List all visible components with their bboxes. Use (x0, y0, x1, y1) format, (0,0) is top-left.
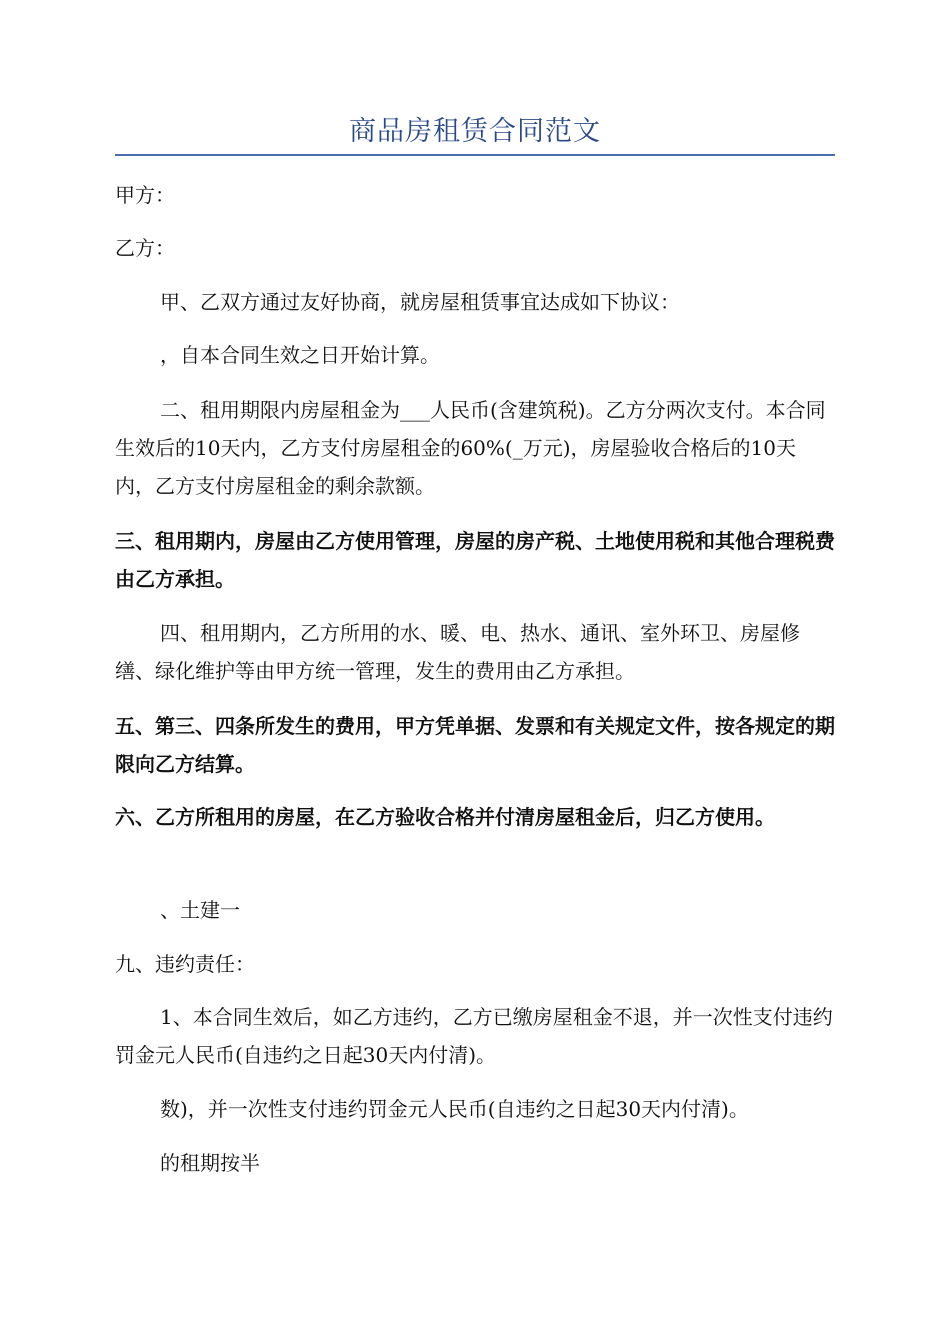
paragraph-clause-6: 六、乙方所租用的房屋，在乙方验收合格并付清房屋租金后，归乙方使用。 (115, 805, 775, 829)
paragraph-clause-2: 二、租用期限内房屋租金为___人民币(含建筑税)。乙方分两次支付。本合同生效后的10天内，乙方支付房屋租金的60%(_万元)，房屋验收合格后的10天内，乙方支付房屋租金的剩余款额。 (115, 398, 826, 498)
paragraph-clause-9-1: 1、本合同生效后，如乙方违约，乙方已缴房屋租金不退，并一次性支付违约罚金元人民币(自违约之日起30天内付清)。 (115, 1005, 833, 1067)
paragraph-clause-5: 五、第三、四条所发生的费用，甲方凭单据、发票和有关规定文件，按各规定的期限向乙方结算。 (115, 714, 835, 776)
paragraph-clause-4: 四、租用期内，乙方所用的水、暖、电、热水、通讯、室外环卫、房屋修缮、绿化维护等由甲方统一管理，发生的费用由乙方承担。 (115, 621, 800, 683)
paragraph-party-b: 乙方： (115, 236, 175, 260)
paragraph-fragment-1: 、土建一 (160, 898, 240, 922)
title-underline (115, 154, 835, 156)
paragraph-clause-3: 三、租用期内，房屋由乙方使用管理，房屋的房产税、土地使用税和其他合理税费由乙方承担。 (115, 529, 835, 591)
paragraph-party-a: 甲方： (115, 183, 175, 207)
paragraph-fragment-2: 数)，并一次性支付违约罚金元人民币(自违约之日起30天内付清)。 (160, 1097, 749, 1121)
paragraph-intro: 甲、乙双方通过友好协商，就房屋租赁事宜达成如下协议： (160, 290, 680, 314)
paragraph-clause-9: 九、违约责任： (115, 952, 255, 976)
paragraph-fragment-3: 的租期按半 (160, 1151, 260, 1175)
paragraph-term-start: ，自本合同生效之日开始计算。 (160, 343, 440, 367)
document-title: 商品房租赁合同范文 (349, 116, 601, 147)
